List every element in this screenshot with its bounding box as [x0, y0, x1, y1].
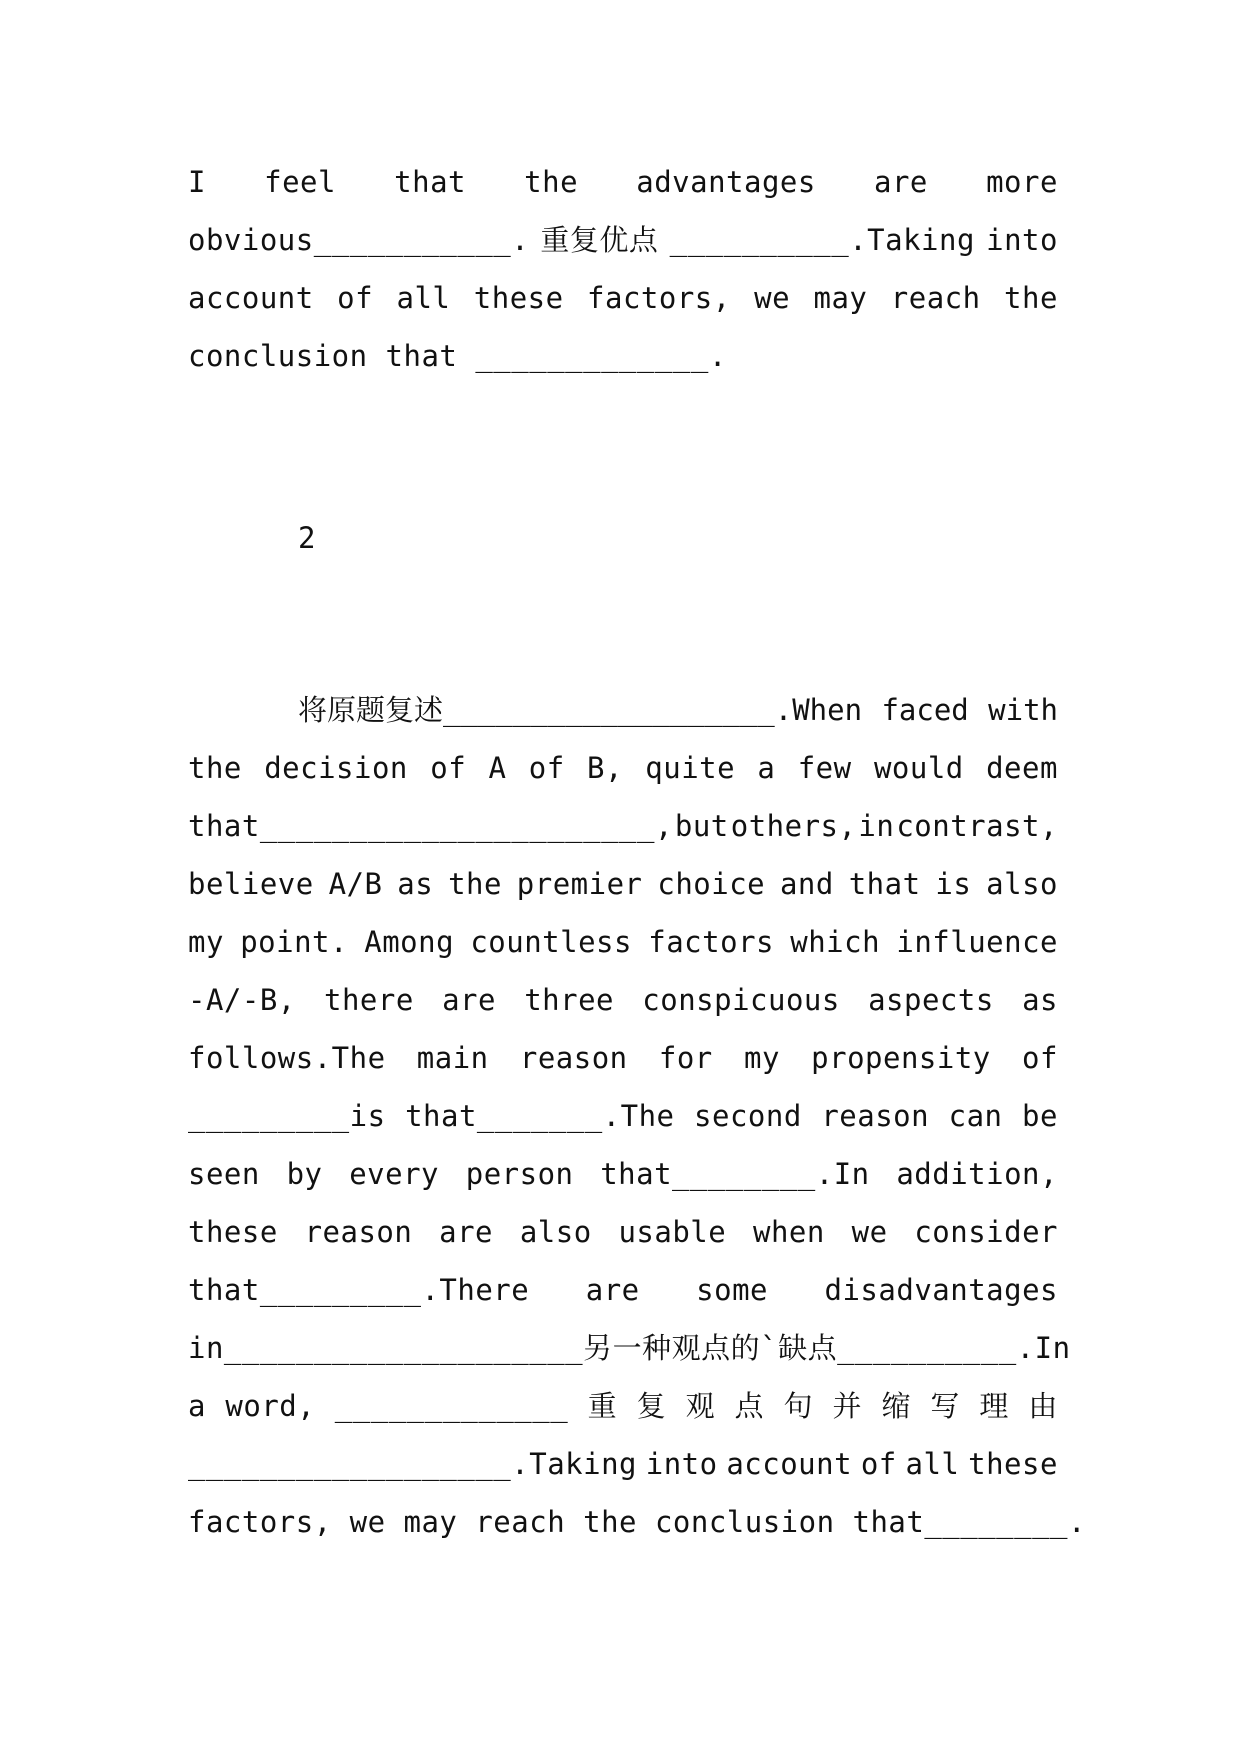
word: my — [744, 1041, 780, 1075]
word: 由 — [1028, 1389, 1058, 1423]
word: of — [1022, 1041, 1058, 1075]
word: that______________________, — [188, 809, 673, 843]
section-number: 2 — [298, 521, 316, 555]
word: as — [1022, 983, 1058, 1017]
word: disadvantages — [824, 1273, 1058, 1307]
word: -A/-B, — [188, 983, 296, 1017]
word: factors — [648, 925, 774, 959]
word: addition, — [896, 1157, 1058, 1191]
paragraph-line — [188, 1324, 1071, 1372]
word: 观 — [685, 1389, 716, 1423]
word: as — [397, 867, 434, 901]
word: second — [694, 1099, 802, 1133]
word: 写 — [930, 1389, 960, 1423]
paragraph-line — [188, 1382, 1058, 1430]
paragraph-line — [188, 274, 1058, 322]
word: these — [968, 1447, 1058, 1481]
word: of — [528, 751, 565, 785]
paragraph-line — [188, 1498, 1086, 1546]
word: into — [986, 223, 1058, 257]
word: which — [790, 925, 881, 959]
word: _________is — [188, 1099, 386, 1133]
word: reason — [304, 1215, 413, 1249]
word: by — [286, 1157, 323, 1191]
word: premier — [516, 867, 643, 901]
word: a — [757, 751, 776, 785]
word: are — [874, 165, 928, 199]
word: reach — [890, 281, 981, 315]
word: account — [188, 281, 314, 315]
paragraph-line — [188, 158, 1058, 206]
paragraph-line — [188, 1266, 1058, 1314]
word: that________.In — [600, 1157, 870, 1191]
word: when — [752, 1215, 825, 1249]
paragraph-line — [188, 860, 1058, 908]
word: conspicuous — [642, 983, 840, 1017]
word: 复 — [636, 1389, 667, 1423]
word: be — [1022, 1099, 1058, 1133]
word: also — [519, 1215, 592, 1249]
word: these — [473, 281, 564, 315]
paragraph-line — [188, 918, 1058, 966]
word: that — [848, 867, 921, 901]
word: I — [188, 165, 206, 199]
word: factors, we may reach the conclusion that________. — [188, 1505, 1086, 1539]
paragraph-line — [188, 744, 1058, 792]
word: 重 — [587, 1389, 618, 1423]
word: more — [986, 165, 1058, 199]
paragraph-line — [188, 332, 1058, 380]
word: contrast, — [896, 809, 1058, 843]
word: decision — [264, 751, 408, 785]
word: in____________________另一种观点的`缺点__________.In — [188, 1331, 1071, 1365]
word: B, — [587, 751, 623, 785]
word: 句 — [783, 1389, 814, 1423]
word: we — [851, 1215, 888, 1249]
word: that_________.There — [188, 1273, 530, 1307]
word: few — [797, 751, 852, 785]
word: 将原题复述___________________.When — [298, 693, 863, 727]
word: with — [988, 693, 1058, 727]
word: _____________ — [334, 1389, 569, 1423]
word: all — [905, 1447, 960, 1481]
word: countless — [470, 925, 632, 959]
word: we — [754, 281, 791, 315]
word: that_______.The — [405, 1099, 675, 1133]
word: are — [442, 983, 496, 1017]
word: of — [860, 1447, 897, 1481]
word: and — [779, 867, 834, 901]
word: A/B — [328, 867, 383, 901]
word: point. — [240, 925, 348, 959]
word: obvious___________. — [188, 223, 530, 257]
word: for — [658, 1041, 713, 1075]
word: is — [935, 867, 972, 901]
word: the — [448, 867, 502, 901]
word: seen — [188, 1157, 260, 1191]
word: account — [726, 1447, 853, 1481]
paragraph-line — [188, 1440, 1058, 1488]
word: 缩 — [881, 1389, 911, 1423]
word: believe — [188, 867, 314, 901]
word: all — [396, 281, 451, 315]
word: advantages — [636, 165, 816, 199]
word: of — [337, 281, 374, 315]
word: every — [349, 1157, 440, 1191]
word: a — [188, 1389, 206, 1423]
word: A — [488, 751, 507, 785]
word: in — [858, 809, 895, 843]
word: these — [188, 1215, 278, 1249]
word: 理 — [979, 1389, 1009, 1423]
word: __________________.Taking — [188, 1447, 637, 1481]
word: conclusion that _____________. — [188, 339, 727, 373]
word: 点 — [734, 1389, 765, 1423]
word: factors, — [587, 281, 731, 315]
word: would — [873, 751, 964, 785]
word: the — [524, 165, 579, 199]
paragraph-line — [298, 686, 1058, 734]
word: usable — [618, 1215, 727, 1249]
word: choice — [657, 867, 766, 901]
paragraph-line — [188, 802, 1058, 850]
word: others, — [730, 809, 857, 843]
word: reason — [821, 1099, 930, 1133]
word: of — [430, 751, 467, 785]
word: propensity — [811, 1041, 991, 1075]
word: some — [696, 1273, 768, 1307]
word: that — [394, 165, 466, 199]
word: the — [188, 751, 242, 785]
word: 重复优点 — [540, 223, 659, 257]
word: into — [645, 1447, 718, 1481]
word: may — [813, 281, 868, 315]
word: are — [439, 1215, 494, 1249]
word: the — [1004, 281, 1058, 315]
paragraph-line — [188, 1150, 1058, 1198]
word: three — [524, 983, 615, 1017]
word: but — [674, 809, 729, 843]
word: consider — [914, 1215, 1058, 1249]
word: person — [465, 1157, 574, 1191]
word: there — [324, 983, 414, 1017]
word: deem — [986, 751, 1058, 785]
word: Among — [364, 925, 455, 959]
paragraph-line — [188, 216, 1058, 264]
paragraph-line — [188, 976, 1058, 1024]
word: faced — [881, 693, 969, 727]
word: __________.Taking — [669, 223, 975, 257]
word: 并 — [832, 1389, 862, 1423]
word: word, — [225, 1389, 316, 1423]
paragraph-line — [188, 1092, 1058, 1140]
paragraph-line — [188, 1208, 1058, 1256]
word: are — [585, 1273, 640, 1307]
word: my — [188, 925, 224, 959]
word: influence — [896, 925, 1058, 959]
word: follows.The — [188, 1041, 386, 1075]
word: feel — [264, 165, 336, 199]
word: aspects — [868, 983, 994, 1017]
word: reason — [519, 1041, 628, 1075]
word: also — [986, 867, 1058, 901]
paragraph-line — [188, 1034, 1058, 1082]
word: quite — [645, 751, 736, 785]
word: can — [948, 1099, 1003, 1133]
word: main — [416, 1041, 489, 1075]
